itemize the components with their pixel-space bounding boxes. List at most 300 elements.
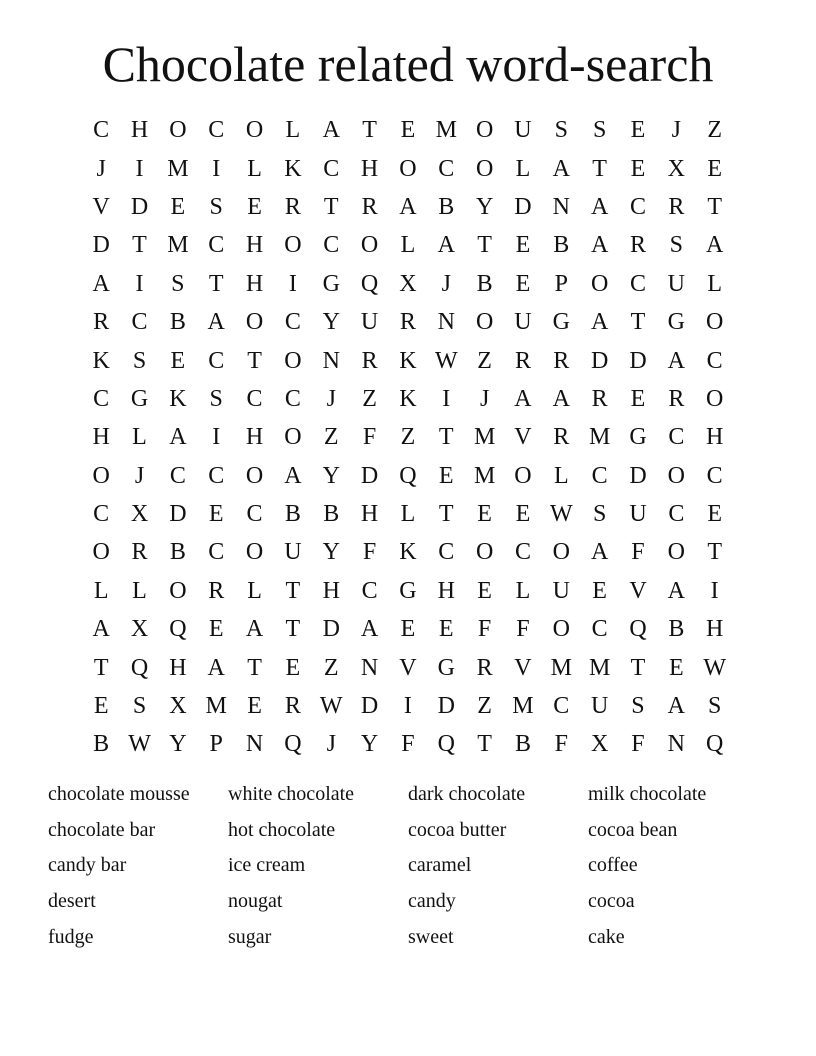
grid-letter: O: [284, 347, 302, 374]
grid-letter: E: [477, 501, 492, 528]
grid-letter: N: [437, 309, 455, 336]
grid-letter: E: [515, 270, 531, 297]
grid-letter: C: [591, 462, 608, 489]
grid-row: [82, 533, 734, 571]
grid-letter: J: [671, 117, 681, 144]
grid-letter: F: [631, 731, 645, 758]
grid-letter: O: [92, 462, 110, 489]
grid-letter: D: [130, 193, 149, 220]
grid-letter: B: [668, 616, 685, 643]
grid-letter: M: [512, 693, 534, 720]
grid-letter: B: [323, 501, 340, 528]
grid-letter: O: [245, 539, 264, 566]
grid-letter: S: [707, 693, 722, 720]
grid-letter: O: [399, 155, 417, 182]
grid-letter: F: [401, 731, 415, 758]
grid-letter: A: [667, 347, 685, 374]
grid-letter: D: [514, 193, 532, 220]
grid-letter: K: [169, 385, 187, 412]
grid-letter: C: [668, 501, 685, 528]
grid-letter: R: [284, 693, 301, 720]
grid-letter: S: [631, 693, 645, 720]
grid-letter: S: [209, 193, 223, 220]
grid-letter: K: [92, 347, 110, 374]
grid-letter: D: [360, 462, 379, 489]
grid-letter: J: [441, 270, 451, 297]
grid-letter: X: [169, 693, 187, 720]
grid-letter: D: [590, 347, 609, 374]
grid-letter: O: [245, 462, 264, 489]
grid-letter: N: [322, 347, 340, 374]
grid-letter: E: [208, 616, 224, 643]
grid-row: [82, 648, 734, 686]
grid-letter: D: [629, 347, 647, 374]
grid-letter: G: [322, 270, 340, 297]
grid-letter: A: [552, 385, 570, 412]
grid-letter: C: [93, 117, 110, 144]
grid-row: [82, 265, 734, 303]
grid-letter: C: [284, 385, 301, 412]
grid-row: [82, 303, 734, 341]
grid-letter: M: [167, 232, 189, 259]
grid-letter: T: [93, 654, 109, 681]
grid-letter: C: [323, 155, 340, 182]
grid-letter: L: [515, 155, 531, 182]
grid-letter: T: [438, 424, 454, 451]
grid-letter: Y: [322, 309, 340, 336]
grid-letter: O: [552, 616, 570, 643]
grid-letter: B: [284, 501, 301, 528]
grid-letter: O: [475, 309, 494, 336]
grid-letter: A: [590, 193, 609, 220]
grid-letter: R: [553, 424, 570, 451]
word-list-row: [48, 919, 788, 955]
grid-letter: C: [284, 309, 301, 336]
grid-letter: M: [550, 654, 572, 681]
grid-letter: T: [208, 270, 224, 297]
grid-letter: X: [667, 155, 685, 182]
grid-letter: C: [208, 347, 225, 374]
grid-letter: I: [212, 424, 221, 451]
grid-letter: Z: [477, 347, 492, 374]
word-list-item: nougat: [228, 890, 283, 913]
grid-letter: Q: [284, 731, 302, 758]
grid-letter: E: [285, 654, 301, 681]
word-list-item: coffee: [588, 854, 638, 877]
grid-letter: V: [92, 193, 110, 220]
grid-letter: W: [319, 693, 343, 720]
grid-letter: S: [592, 117, 607, 144]
grid-letter: T: [362, 117, 377, 144]
grid-letter: Y: [169, 731, 187, 758]
grid-row: [82, 457, 734, 495]
grid-letter: Y: [322, 539, 340, 566]
grid-letter: E: [438, 616, 454, 643]
grid-letter: S: [554, 117, 568, 144]
grid-letter: M: [588, 424, 611, 451]
grid-letter: G: [552, 309, 570, 336]
grid-letter: T: [707, 539, 722, 566]
grid-letter: R: [131, 539, 148, 566]
grid-letter: J: [479, 385, 490, 412]
grid-letter: B: [169, 309, 186, 336]
word-list-row: [48, 883, 788, 919]
grid-letter: O: [360, 232, 379, 259]
grid-letter: D: [360, 693, 379, 720]
grid-letter: R: [361, 347, 378, 374]
grid-letter: R: [208, 577, 225, 604]
grid-letter: I: [403, 693, 412, 720]
grid-letter: E: [668, 654, 684, 681]
grid-letter: D: [437, 693, 455, 720]
grid-letter: H: [360, 501, 379, 528]
grid-letter: Z: [707, 117, 722, 144]
grid-letter: A: [514, 385, 532, 412]
grid-letter: S: [592, 501, 607, 528]
grid-letter: A: [245, 616, 264, 643]
grid-letter: F: [516, 616, 530, 643]
word-list-item: hot chocolate: [228, 818, 336, 841]
grid-row: [82, 610, 734, 648]
grid-letter: A: [207, 654, 225, 681]
grid-letter: U: [360, 309, 379, 336]
grid-letter: L: [285, 117, 301, 144]
word-list-row: [48, 812, 788, 848]
grid-letter: M: [167, 155, 189, 182]
grid-letter: U: [590, 693, 609, 720]
grid-letter: B: [514, 731, 531, 758]
grid-letter: R: [668, 385, 685, 412]
grid-letter: S: [132, 693, 147, 720]
word-list-item: desert: [48, 890, 96, 913]
grid-letter: O: [475, 155, 494, 182]
grid-letter: Z: [362, 385, 377, 412]
grid-letter: E: [707, 501, 722, 528]
grid-letter: C: [169, 462, 186, 489]
grid-letter: O: [284, 424, 302, 451]
grid-letter: L: [515, 577, 531, 604]
grid-letter: E: [630, 155, 646, 182]
grid-letter: Q: [360, 270, 379, 297]
grid-letter: C: [438, 539, 455, 566]
grid-letter: V: [514, 654, 532, 681]
grid-letter: J: [326, 385, 336, 412]
grid-letter: E: [707, 155, 722, 182]
grid-row: [82, 380, 734, 418]
grid-letter: A: [590, 309, 609, 336]
grid-letter: B: [476, 270, 493, 297]
grid-letter: F: [362, 424, 377, 451]
grid-letter: R: [668, 193, 685, 220]
grid-letter: G: [629, 424, 647, 451]
grid-letter: A: [590, 539, 609, 566]
grid-letter: C: [208, 462, 225, 489]
grid-letter: C: [668, 424, 685, 451]
grid-letter: I: [710, 577, 719, 604]
grid-letter: K: [399, 539, 417, 566]
grid-letter: O: [92, 539, 110, 566]
grid-letter: B: [169, 539, 186, 566]
grid-letter: A: [552, 155, 570, 182]
grid-letter: C: [514, 539, 531, 566]
grid-letter: E: [247, 693, 262, 720]
grid-letter: R: [399, 309, 416, 336]
word-list-item: candy: [408, 890, 456, 913]
grid-letter: R: [591, 385, 608, 412]
grid-letter: H: [245, 232, 264, 259]
grid-letter: I: [288, 270, 297, 297]
word-list-item: sugar: [228, 926, 272, 949]
grid-letter: N: [667, 731, 685, 758]
grid-letter: Q: [437, 731, 455, 758]
grid-letter: E: [630, 385, 646, 412]
grid-letter: H: [245, 270, 264, 297]
grid-letter: O: [514, 462, 532, 489]
grid-letter: H: [360, 155, 379, 182]
grid-row: [82, 341, 734, 379]
grid-letter: P: [554, 270, 568, 297]
grid-letter: D: [322, 616, 340, 643]
grid-letter: S: [132, 347, 147, 374]
grid-letter: Z: [477, 693, 492, 720]
grid-letter: D: [92, 232, 110, 259]
grid-letter: T: [592, 155, 607, 182]
grid-letter: S: [171, 270, 185, 297]
grid-letter: O: [552, 539, 570, 566]
grid-letter: Y: [360, 731, 379, 758]
word-list: [48, 776, 788, 955]
grid-letter: L: [400, 501, 416, 528]
grid-letter: C: [93, 501, 110, 528]
grid-letter: E: [400, 117, 416, 144]
grid-letter: E: [170, 347, 186, 374]
grid-letter: T: [707, 193, 722, 220]
grid-letter: W: [703, 654, 726, 681]
grid-letter: E: [170, 193, 186, 220]
grid-letter: P: [209, 731, 223, 758]
grid-letter: C: [131, 309, 148, 336]
grid-letter: L: [553, 462, 569, 489]
grid-letter: Q: [169, 616, 187, 643]
grid-letter: X: [590, 731, 609, 758]
word-list-row: [48, 848, 788, 884]
grid-letter: A: [590, 232, 609, 259]
grid-letter: A: [667, 577, 685, 604]
grid-letter: T: [132, 232, 147, 259]
grid-letter: V: [514, 424, 532, 451]
grid-letter: J: [326, 731, 336, 758]
grid-letter: H: [169, 654, 187, 681]
grid-row: [82, 495, 734, 533]
grid-row: [82, 418, 734, 456]
word-list-item: fudge: [48, 926, 94, 949]
grid-letter: O: [475, 117, 494, 144]
grid-letter: Y: [475, 193, 494, 220]
grid-letter: T: [247, 654, 262, 681]
grid-letter: F: [631, 539, 645, 566]
letter-grid: [82, 111, 734, 764]
grid-letter: C: [208, 539, 225, 566]
grid-letter: M: [473, 462, 496, 489]
grid-letter: A: [399, 193, 417, 220]
grid-letter: X: [399, 270, 417, 297]
grid-letter: C: [246, 501, 263, 528]
grid-letter: O: [284, 232, 302, 259]
grid-letter: O: [590, 270, 609, 297]
grid-letter: M: [205, 693, 227, 720]
grid-letter: C: [553, 693, 570, 720]
grid-letter: X: [130, 501, 149, 528]
grid-letter: A: [437, 232, 455, 259]
grid-letter: O: [245, 117, 264, 144]
grid-letter: H: [130, 117, 149, 144]
grid-letter: H: [245, 424, 264, 451]
grid-letter: G: [399, 577, 417, 604]
grid-letter: T: [438, 501, 454, 528]
grid-letter: L: [93, 577, 109, 604]
grid-letter: D: [169, 501, 187, 528]
grid-letter: U: [667, 270, 685, 297]
grid-letter: O: [667, 462, 685, 489]
grid-letter: E: [400, 616, 416, 643]
grid-letter: C: [361, 577, 378, 604]
grid-letter: B: [93, 731, 110, 758]
grid-letter: K: [399, 347, 417, 374]
grid-letter: E: [93, 693, 109, 720]
word-list-item: ice cream: [228, 854, 306, 877]
grid-letter: L: [132, 577, 147, 604]
grid-letter: T: [285, 616, 301, 643]
grid-letter: A: [207, 309, 225, 336]
grid-letter: O: [475, 539, 494, 566]
grid-letter: U: [514, 117, 532, 144]
word-list-row: [48, 776, 788, 812]
grid-letter: E: [247, 193, 262, 220]
grid-row: [82, 687, 734, 725]
grid-letter: O: [169, 577, 187, 604]
grid-letter: U: [552, 577, 570, 604]
grid-row: [82, 226, 734, 264]
word-list-item: white chocolate: [228, 782, 355, 805]
grid-letter: R: [361, 193, 378, 220]
grid-letter: Y: [322, 462, 340, 489]
word-list-item: cake: [588, 926, 625, 949]
grid-letter: B: [553, 232, 570, 259]
grid-letter: A: [360, 616, 379, 643]
grid-letter: E: [630, 117, 646, 144]
grid-letter: T: [285, 577, 301, 604]
grid-letter: O: [245, 309, 264, 336]
grid-letter: G: [667, 309, 685, 336]
word-list-item: dark chocolate: [408, 782, 526, 805]
grid-letter: B: [438, 193, 455, 220]
grid-letter: D: [629, 462, 647, 489]
grid-letter: C: [323, 232, 340, 259]
grid-letter: C: [706, 462, 723, 489]
grid-letter: E: [515, 232, 531, 259]
grid-letter: G: [130, 385, 149, 412]
grid-letter: N: [245, 731, 264, 758]
grid-letter: X: [130, 616, 149, 643]
grid-letter: E: [477, 577, 492, 604]
word-list-item: caramel: [408, 854, 472, 877]
grid-letter: W: [128, 731, 151, 758]
grid-letter: R: [93, 309, 110, 336]
word-list-item: chocolate bar: [48, 818, 156, 841]
grid-letter: O: [706, 309, 724, 336]
word-list-item: candy bar: [48, 854, 127, 877]
grid-letter: W: [549, 501, 573, 528]
grid-letter: Z: [400, 424, 416, 451]
grid-row: [82, 149, 734, 187]
grid-letter: L: [400, 232, 416, 259]
grid-letter: A: [667, 693, 685, 720]
grid-letter: Z: [323, 424, 339, 451]
grid-letter: C: [93, 385, 110, 412]
grid-letter: E: [438, 462, 454, 489]
grid-letter: V: [629, 577, 647, 604]
grid-letter: N: [360, 654, 379, 681]
grid-letter: R: [476, 654, 493, 681]
grid-letter: M: [588, 654, 611, 681]
grid-letter: T: [247, 347, 262, 374]
grid-letter: H: [706, 616, 724, 643]
grid-letter: L: [247, 577, 262, 604]
grid-letter: M: [435, 117, 457, 144]
grid-letter: I: [135, 155, 144, 182]
grid-letter: S: [209, 385, 223, 412]
word-list-item: chocolate mousse: [48, 782, 190, 805]
grid-letter: U: [629, 501, 647, 528]
grid-letter: F: [477, 616, 492, 643]
grid-letter: C: [208, 117, 225, 144]
grid-letter: T: [630, 654, 646, 681]
grid-letter: A: [92, 616, 110, 643]
grid-letter: A: [322, 117, 340, 144]
grid-letter: R: [553, 347, 570, 374]
grid-letter: A: [169, 424, 187, 451]
grid-letter: H: [437, 577, 455, 604]
word-list-item: cocoa: [588, 890, 635, 913]
grid-row: [82, 572, 734, 610]
grid-letter: K: [284, 155, 302, 182]
grid-letter: H: [322, 577, 340, 604]
grid-letter: Q: [706, 731, 724, 758]
grid-letter: C: [208, 232, 225, 259]
grid-letter: E: [592, 577, 607, 604]
grid-letter: I: [135, 270, 144, 297]
grid-letter: L: [707, 270, 722, 297]
grid-letter: E: [515, 501, 531, 528]
grid-letter: I: [442, 385, 451, 412]
grid-letter: T: [323, 193, 339, 220]
page-title: Chocolate related word-search: [102, 36, 714, 92]
grid-letter: O: [169, 117, 187, 144]
grid-letter: C: [246, 385, 263, 412]
grid-row: [82, 725, 734, 763]
grid-letter: F: [362, 539, 377, 566]
grid-letter: Z: [323, 654, 339, 681]
grid-letter: R: [514, 347, 531, 374]
grid-row: [82, 111, 734, 149]
grid-letter: J: [96, 155, 106, 182]
grid-letter: E: [208, 501, 224, 528]
grid-letter: L: [132, 424, 147, 451]
grid-letter: C: [629, 193, 646, 220]
grid-letter: H: [706, 424, 724, 451]
grid-row: [82, 188, 734, 226]
grid-letter: C: [706, 347, 723, 374]
